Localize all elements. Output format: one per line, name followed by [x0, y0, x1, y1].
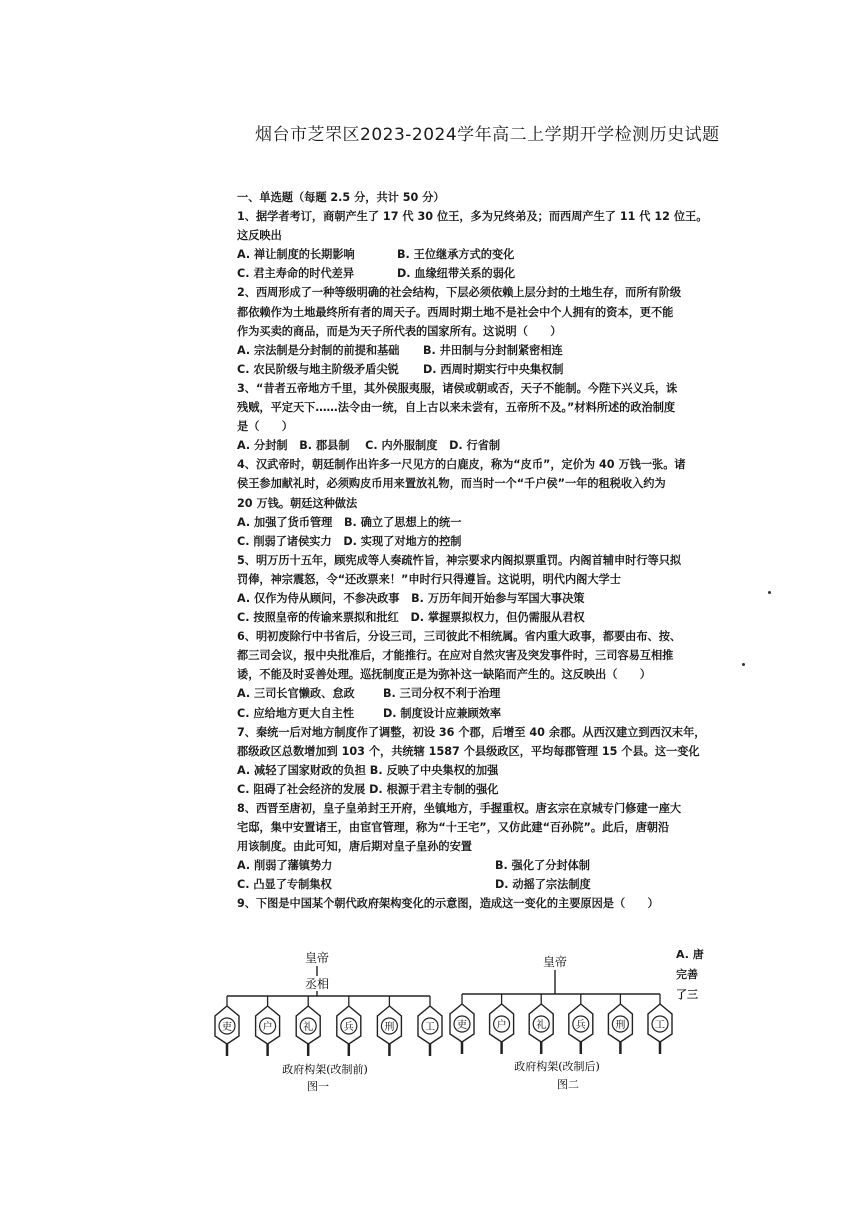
fig1-ministries: [215, 996, 442, 1056]
q3-stem-line: 是（ ）: [237, 420, 293, 434]
scan-speck: [742, 663, 745, 666]
fig2-ministry-4: [608, 994, 632, 1054]
q4-option-b: B. 确立了思想上的统一: [344, 515, 462, 529]
q7-options-row: [237, 761, 707, 780]
q2-options-row: [237, 360, 707, 379]
q3-option-b: B. 郡县制: [299, 439, 350, 453]
q7-option-d: D. 根源于君主专制的强化: [369, 782, 499, 796]
q4-option-d: D. 实现了对地方的控制: [343, 534, 462, 548]
scan-speck: [768, 591, 771, 594]
fig2-ministry-0: [450, 994, 474, 1054]
q4-options-row: [237, 532, 707, 551]
q9-cutoff-option: A. 唐完善了三: [676, 948, 704, 1001]
q8-stem-line: 宅邸，集中安置诸王，由宦官管理，称为“十王宅”，又仿此建“百孙院”。此后，唐朝沿: [237, 821, 670, 835]
q7-stem-line: 7、秦统一后对地方制度作了调整，初设 36 个郡，后增至 40 余郡。从西汉建立到西汉末年，: [237, 725, 706, 739]
fig1-ministry-5: [418, 996, 442, 1056]
figure-two: [450, 954, 672, 1091]
fig1-label: 图一: [307, 1080, 329, 1093]
q4-option-a: A. 加强了货币管理: [237, 515, 333, 529]
q1-options-row: [237, 264, 707, 283]
fig2-ministry-1: [490, 994, 514, 1054]
q6-option-d: D. 制度设计应兼顾效率: [383, 706, 502, 720]
q6-options-row: [237, 684, 707, 703]
q2-stem-line: 作为买卖的商品，而是为天子所代表的国家所有。这说明（ ）: [237, 324, 562, 338]
fig2-ministry-label: 工: [655, 1020, 665, 1031]
fig1-ministry-label: 刑: [384, 1022, 395, 1033]
fig2-ministry-3: [569, 994, 593, 1054]
fig1-emperor: 皇帝: [304, 951, 330, 965]
q5-option-c: C. 按照皇帝的传谕来票拟和批红: [237, 611, 399, 625]
q2-option-a: A. 宗法制是分封制的前提和基础: [237, 343, 400, 357]
fig1-ministry-label: 吏: [222, 1022, 232, 1033]
q7-stem-line: 郡级政区总数增加到 103 个，共统辖 1587 个县级政区，平均每郡管理 15 个县。这一变化: [237, 744, 700, 758]
fig1-ministry-4: [377, 996, 401, 1056]
figure-one: [215, 950, 442, 1093]
q4-stem-line: 4、汉武帝时，朝廷制作出许多一尺见方的白鹿皮，称为“皮币”，定价为 40 万钱一张。诸: [237, 458, 686, 472]
q5-option-d: D. 掌握票拟权力，但仍需服从君权: [410, 611, 585, 625]
q8-option-b: B. 强化了分封体制: [495, 859, 590, 873]
fig2-caption: 政府构架(改制后): [514, 1060, 600, 1073]
q5-option-b: B. 万历年间开始参与军国大事决策: [411, 591, 585, 605]
fig2-ministry-label: 刑: [615, 1020, 626, 1031]
q4-stem-line: 20 万钱。朝廷这种做法: [237, 496, 358, 510]
q2-stem-line: 2、西周形成了一种等级明确的社会结构，下层必须依赖上层分封的土地生存，而所有阶级: [237, 286, 682, 300]
fig1-ministry-2: [296, 996, 320, 1056]
fig1-ministry-3: [337, 996, 361, 1056]
q7-option-c: C. 阻碍了社会经济的发展: [237, 782, 366, 796]
q3-option-a: A. 分封制: [237, 439, 288, 453]
q1-option-c: C. 君主寿命的时代差异: [237, 267, 355, 281]
fig2-emperor: 皇帝: [542, 955, 568, 969]
q4-stem-line: 侯王参加献礼时，必须购皮币用来置放礼物，而当时一个“千户侯”一年的租税收入约为: [237, 477, 666, 491]
q3-options-row: [237, 436, 707, 455]
government-structure-diagram: [205, 948, 705, 1098]
q1-option-a: A. 禅让制度的长期影响: [237, 248, 355, 262]
q2-options-row: [237, 341, 707, 360]
fig2-ministry-label: 户: [496, 1020, 507, 1031]
q2-option-d: D. 西周时期实行中央集权制: [423, 362, 564, 376]
q8-options-row: [237, 875, 707, 894]
fig1-ministry-label: 兵: [343, 1022, 354, 1033]
q9-stem-line: 9、下图是中国某个朝代政府架构变化的示意图，造成这一变化的主要原因是（ ）: [237, 897, 659, 911]
q4-options-row: [237, 513, 707, 532]
fig2-label: 图二: [557, 1078, 579, 1091]
fig2-ministry-2: [529, 994, 553, 1054]
fig2-ministry-label: 礼: [536, 1020, 547, 1031]
q8-stem-line: 8、西晋至唐初，皇子皇弟封王开府，坐镇地方，手握重权。唐玄宗在京城专门修建一座大: [237, 802, 682, 815]
fig1-ministry-0: [215, 996, 239, 1056]
fig1-ministry-1: [256, 996, 280, 1056]
exam-title: 烟台市芝罘区2023-2024学年高二上学期开学检测历史试题: [255, 125, 720, 145]
fig1-ministry-label: 户: [262, 1022, 273, 1033]
q6-option-a: A. 三司长官懒政、怠政: [237, 687, 355, 701]
q8-options-row: [237, 856, 707, 875]
q3-option-d: D. 行省制: [449, 439, 501, 453]
q5-stem-line: 5、明万历十五年，顾宪成等人奏疏忤旨，神宗要求内阁拟票重罚。内阁首辅申时行等只拟: [237, 553, 682, 567]
fig2-ministry-label: 吏: [457, 1020, 467, 1031]
q6-option-c: C. 应给地方更大自主性: [237, 706, 355, 720]
q2-stem-line: 都依赖作为土地最终所有者的周天子。西周时期土地不是社会中个人拥有的资本，更不能: [237, 305, 674, 319]
q5-stem-line: 罚俸，神宗震怒，令“还改票来！”申时行只得遵旨。这说明，明代内阁大学士: [237, 572, 621, 586]
q1-option-d: D. 血缘纽带关系的弱化: [397, 267, 516, 281]
fig1-ministry-label: 工: [425, 1022, 435, 1033]
q7-option-b: B. 反映了中央集权的加强: [369, 763, 499, 777]
q1-options-row: [237, 245, 707, 264]
q3-stem-line: 残贼，平定天下……法令由一统，自上古以来未尝有，五帝所不及。”材料所述的政治制度: [237, 401, 676, 415]
exam-body: [237, 188, 707, 914]
q1-option-b: B. 王位继承方式的变化: [397, 248, 515, 262]
q8-option-d: D. 动摇了宗法制度: [495, 878, 591, 892]
fig2-ministries: [450, 994, 672, 1054]
q2-option-c: C. 农民阶级与地主阶级矛盾尖锐: [237, 362, 399, 376]
q6-stem-line: 都三司会议，报中央批准后，才能推行。在应对自然灾害及突发事件时，三司容易互相推: [237, 649, 674, 663]
q3-stem-line: 3、“昔者五帝地方千里，其外侯服夷服，诸侯或朝或否，天子不能制。今陛下兴义兵，诛: [237, 381, 678, 395]
q6-stem-line: 诿，不能及时妥善处理。巡抚制度正是为弥补这一缺陷而产生的。这反映出（ ）: [237, 668, 651, 682]
fig1-caption: 政府构架(改制前): [282, 1063, 368, 1076]
q5-options-row: [237, 608, 707, 627]
fig2-ministry-label: 兵: [575, 1020, 586, 1031]
fig2-ministry-5: [648, 994, 672, 1054]
q5-options-row: [237, 589, 707, 608]
q5-option-a: A. 仅作为侍从顾问，不参决政事: [237, 591, 400, 605]
q8-stem-line: 用该制度。由此可知，唐后期对皇子皇孙的安置: [237, 840, 472, 854]
q6-option-b: B. 三司分权不利于治理: [383, 687, 501, 701]
q4-option-c: C. 削弱了诸侯实力: [237, 534, 332, 548]
q7-options-row: [237, 780, 707, 799]
q2-option-b: B. 井田制与分封制紧密相连: [423, 343, 563, 357]
section-heading: 一、单选题（每题 2.5 分，共计 50 分）: [237, 191, 445, 204]
q1-stem-line: 1、据学者考订，商朝产生了 17 代 30 位王，多为兄终弟及；而西周产生了 11 代 12 位王。: [237, 210, 708, 224]
q8-option-a: A. 削弱了藩镇势力: [237, 859, 333, 873]
q6-options-row: [237, 704, 707, 723]
q6-stem-line: 6、明初废除行中书省后，分设三司，三司彼此不相统属。省内重大政事，都要由布、按、: [237, 630, 682, 644]
q1-stem-line: 这反映出: [237, 229, 282, 243]
q3-option-c: C. 内外服制度: [365, 439, 438, 453]
fig1-chancellor: 丞相: [304, 977, 330, 991]
fig1-ministry-label: 礼: [303, 1022, 314, 1033]
q7-option-a: A. 减轻了国家财政的负担: [237, 763, 366, 777]
q8-option-c: C. 凸显了专制集权: [237, 878, 332, 892]
